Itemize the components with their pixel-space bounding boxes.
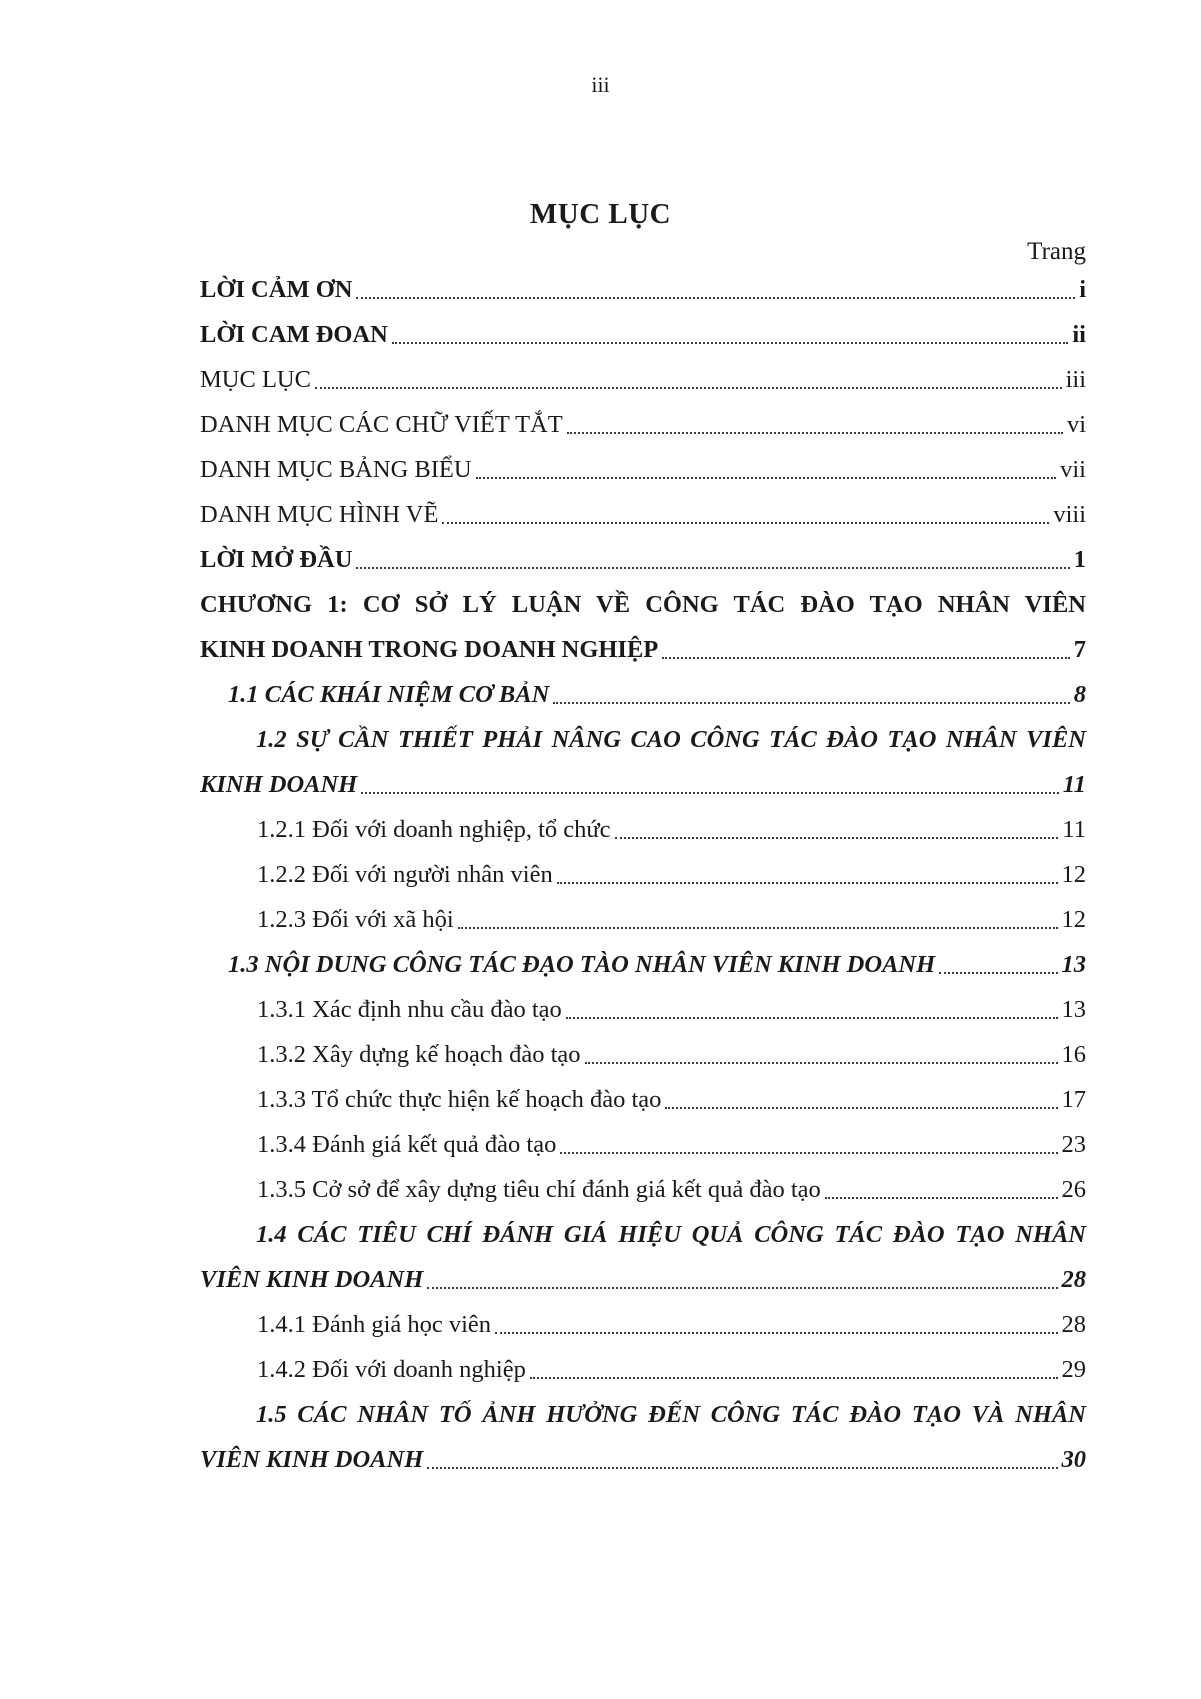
toc-entry-line xyxy=(200,583,1086,628)
toc-entry[interactable] xyxy=(200,988,1086,1033)
toc-entry-page: 28 xyxy=(1061,1311,1086,1338)
toc-entry-label: 1.3.3 Tổ chức thực hiện kế hoạch đào tạo xyxy=(257,1086,662,1113)
toc-entry-label: MỤC LỤC xyxy=(200,366,311,393)
toc-entry[interactable] xyxy=(200,763,1086,808)
toc-entry[interactable] xyxy=(200,403,1086,448)
toc-entry-label: 1.3.1 Xác định nhu cầu đào tạo xyxy=(257,996,562,1023)
toc-entry[interactable] xyxy=(200,358,1086,403)
toc-leader-dots xyxy=(560,1151,1057,1154)
toc-entry-page: 16 xyxy=(1061,1041,1086,1068)
toc-entry-label: DANH MỤC BẢNG BIỂU xyxy=(200,456,472,483)
toc-entry-page: 23 xyxy=(1061,1131,1086,1158)
toc-entry-page: iii xyxy=(1065,366,1086,393)
toc-entry-label: 1.4.2 Đối với doanh nghiệp xyxy=(257,1356,526,1383)
toc-entry[interactable] xyxy=(200,1258,1086,1303)
toc-entry-label: 1.2.3 Đối với xã hội xyxy=(257,906,454,933)
toc-entry[interactable] xyxy=(200,673,1086,718)
toc-entry[interactable] xyxy=(200,268,1086,313)
toc-entry-label: VIÊN KINH DOANH xyxy=(200,1446,424,1473)
toc-entry[interactable] xyxy=(200,538,1086,583)
toc-entry-label: 1.3.2 Xây dựng kế hoạch đào tạo xyxy=(257,1041,581,1068)
page-column-header: Trang xyxy=(1027,238,1086,265)
toc-entry-label: KINH DOANH TRONG DOANH NGHIỆP xyxy=(200,636,659,663)
toc-entry-page: i xyxy=(1079,276,1086,303)
toc-entry[interactable] xyxy=(200,1303,1086,1348)
toc-entry-page: vii xyxy=(1060,456,1086,483)
toc-entry-label-line1: 1.2 SỰ CẦN THIẾT PHẢI NÂNG CAO CÔNG TÁC ĐÀO TẠO NHÂN VIÊN xyxy=(256,726,1086,753)
toc-leader-dots xyxy=(442,521,1049,524)
toc-entry-label-line1: 1.5 CÁC NHÂN TỐ ẢNH HƯỞNG ĐẾN CÔNG TÁC ĐÀO TẠO VÀ NHÂN xyxy=(256,1401,1086,1428)
toc-entry-label: 1.1 CÁC KHÁI NIỆM CƠ BẢN xyxy=(228,681,550,708)
toc-entry-page: 11 xyxy=(1062,816,1086,843)
toc-entry-label: 1.2.2 Đối với người nhân viên xyxy=(257,861,553,888)
toc-entry-page: 12 xyxy=(1061,861,1086,888)
toc-entry-label: 1.2.1 Đối với doanh nghiệp, tổ chức xyxy=(257,816,611,843)
toc-entry[interactable] xyxy=(200,313,1086,358)
toc-entry-page: 7 xyxy=(1073,636,1086,663)
toc-entry-page: 29 xyxy=(1061,1356,1086,1383)
toc-entry-page: 11 xyxy=(1062,771,1086,798)
toc-leader-dots xyxy=(530,1376,1058,1379)
toc-entry[interactable] xyxy=(200,1168,1086,1213)
toc-entry-label: DANH MỤC CÁC CHỮ VIẾT TẮT xyxy=(200,411,563,438)
toc-entry[interactable] xyxy=(200,1033,1086,1078)
toc-leader-dots xyxy=(495,1331,1057,1334)
toc-entry[interactable] xyxy=(200,628,1086,673)
toc-entry[interactable] xyxy=(200,853,1086,898)
toc-entry-label-line1: CHƯƠNG 1: CƠ SỞ LÝ LUẬN VỀ CÔNG TÁC ĐÀO TẠO NHÂN VIÊN xyxy=(200,591,1086,618)
toc-leader-dots xyxy=(553,701,1069,704)
toc-entry-label: LỜI CAM ĐOAN xyxy=(200,321,388,348)
table-of-contents xyxy=(200,268,1086,1483)
toc-entry[interactable] xyxy=(200,898,1086,943)
toc-entry-page: 28 xyxy=(1061,1266,1086,1293)
toc-entry-line xyxy=(200,1393,1086,1438)
toc-entry-page: ii xyxy=(1072,321,1086,348)
toc-leader-dots xyxy=(662,656,1069,659)
toc-entry-page: 12 xyxy=(1061,906,1086,933)
toc-leader-dots xyxy=(356,566,1069,569)
toc-leader-dots xyxy=(939,971,1057,974)
toc-entry-label: LỜI CẢM ƠN xyxy=(200,276,353,303)
toc-leader-dots xyxy=(567,431,1063,434)
toc-entry-page: 13 xyxy=(1061,996,1086,1023)
toc-entry-page: 17 xyxy=(1061,1086,1086,1113)
toc-entry-page: 26 xyxy=(1061,1176,1086,1203)
toc-entry[interactable] xyxy=(200,1078,1086,1123)
toc-entry-page: viii xyxy=(1053,501,1086,528)
toc-entry-line xyxy=(200,718,1086,763)
toc-entry-label: 1.3.5 Cở sở để xây dựng tiêu chí đánh giá kết quả đào tạo xyxy=(257,1176,821,1203)
toc-entry-label: 1.4.1 Đánh giá học viên xyxy=(257,1311,492,1338)
toc-entry[interactable] xyxy=(200,1348,1086,1393)
toc-leader-dots xyxy=(392,341,1069,344)
toc-entry[interactable] xyxy=(200,493,1086,538)
toc-entry-label: KINH DOANH xyxy=(200,771,358,798)
toc-entry[interactable] xyxy=(200,448,1086,493)
toc-entry-label: DANH MỤC HÌNH VẼ xyxy=(200,501,439,528)
toc-entry-page: 8 xyxy=(1073,681,1086,708)
toc-entry[interactable] xyxy=(200,1123,1086,1168)
toc-leader-dots xyxy=(427,1286,1057,1289)
toc-entry-label: 1.3 NỘI DUNG CÔNG TÁC ĐẠO TÀO NHÂN VIÊN KINH DOANH xyxy=(228,951,936,978)
toc-entry[interactable] xyxy=(200,1438,1086,1483)
toc-leader-dots xyxy=(361,791,1059,794)
toc-entry-page: vi xyxy=(1066,411,1086,438)
toc-entry-label: VIÊN KINH DOANH xyxy=(200,1266,424,1293)
toc-leader-dots xyxy=(427,1466,1057,1469)
toc-leader-dots xyxy=(356,296,1075,299)
toc-leader-dots xyxy=(458,926,1058,929)
toc-leader-dots xyxy=(615,836,1059,839)
toc-entry-page: 30 xyxy=(1061,1446,1086,1473)
toc-entry-page: 1 xyxy=(1073,546,1086,573)
toc-leader-dots xyxy=(476,476,1057,479)
toc-entry[interactable] xyxy=(200,943,1086,988)
toc-leader-dots xyxy=(566,1016,1058,1019)
toc-leader-dots xyxy=(557,881,1058,884)
toc-leader-dots xyxy=(315,386,1062,389)
toc-entry-line xyxy=(200,1213,1086,1258)
toc-entry-page: 13 xyxy=(1061,951,1086,978)
page-number: iii xyxy=(591,72,610,97)
document-title: MỤC LỤC xyxy=(529,198,672,230)
toc-entry-label: LỜI MỞ ĐẦU xyxy=(200,546,353,573)
toc-leader-dots xyxy=(665,1106,1057,1109)
toc-entry[interactable] xyxy=(200,808,1086,853)
toc-leader-dots xyxy=(825,1196,1058,1199)
toc-entry-label-line1: 1.4 CÁC TIÊU CHÍ ĐÁNH GIÁ HIỆU QUẢ CÔNG TÁC ĐÀO TẠO NHÂN xyxy=(256,1221,1086,1248)
toc-leader-dots xyxy=(585,1061,1058,1064)
toc-entry-label: 1.3.4 Đánh giá kết quả đào tạo xyxy=(257,1131,557,1158)
